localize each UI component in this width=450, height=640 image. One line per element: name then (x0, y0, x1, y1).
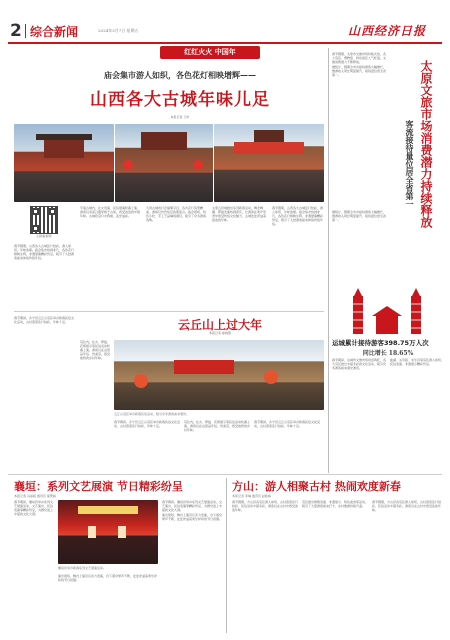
mid-headline: 云丘山上过大年 (177, 318, 262, 332)
mid-byline: 本报记者 崔晓霞 (209, 331, 231, 335)
side-stat-title: 运城累计接待游客398.75万人次 (332, 339, 429, 347)
br-col-2 (302, 500, 368, 630)
br-col-1 (232, 500, 298, 630)
bl-col-2 (58, 574, 158, 630)
side-col-2 (332, 210, 388, 280)
side-stat-paragraph: 盐湖、关帝庙、永乐宫等景区游人如织，民俗表演、非遗展示精彩纷呈。 (390, 358, 444, 366)
mid-paragraph: 春节期间，乡宁县云丘山景区举办新春民俗文化活动，古村落里张灯结彩，年味十足。 (114, 420, 180, 428)
lead-paragraph: 大同古城的灯会璀璨夺目，各式花灯造型精美，游客们纷纷驻足拍照留念。庙会现场，特色小吃、手工艺品琳琅满目，吸引了众多游客选购。 (146, 206, 207, 222)
lead-col-5 (272, 206, 324, 308)
header-rule (8, 42, 442, 44)
br-byline: 本报记者 李琳 通讯员 赵艳梅 (232, 494, 271, 498)
side-paragraph: 据统计，假期全市共接待游客大幅增长，旅游收入同比明显提升，接待量位居全省第一。 (332, 65, 387, 77)
side-divider (328, 48, 329, 473)
page-number: 2 (10, 21, 22, 41)
lead-kicker: 庙会集市游人如织，各色花灯相映增辉—— (104, 70, 256, 80)
pagoda-illustration (336, 286, 440, 336)
banner-text: 红红火火 中国年 (184, 48, 236, 56)
lead-col-3 (146, 206, 208, 308)
banner (160, 46, 260, 59)
qr-code[interactable] (30, 206, 58, 234)
mid-col-3 (114, 420, 180, 470)
mid-paragraph: 景区内，社火、锣鼓、花馍展示等民俗活动轮番上演，游客们在这里品年俗、赏美景，感受独特的乡村年味。 (80, 340, 110, 360)
masthead-logo: 山西经济日报 (348, 24, 427, 38)
bl-col-1 (14, 500, 54, 630)
mid-paragraph: 春节期间，乡宁县云丘山景区举办新春民俗文化活动，古村落里张灯结彩，年味十足。 (14, 316, 75, 324)
br-paragraph: 景区推出秧歌表演、非遗展示、特色美食等活动，吸引了大量游客前来打卡，乡村旅游持续升温。 (302, 500, 368, 508)
lead-col-2 (80, 206, 142, 308)
bl-caption: 襄垣县举办新春系列文艺展演活动。 (58, 566, 107, 570)
lead-paragraph: 春节假期，山西各大古城张灯结彩，游人如织，年味浓郁。庙会集市热闹非凡，各色花灯相映生辉，非遗展演精彩纷呈，吸引了大批游客前来体验传统年俗。 (14, 244, 75, 260)
br-paragraph: 春节假期，方山县各景区游人如织，古村落里张灯结彩，民俗活动丰富多彩，游客们在古村中感受浓浓年味。 (372, 500, 442, 512)
br-paragraph: 春节假期，方山县各景区游人如织，古村落里张灯结彩，民俗活动丰富多彩，游客们在古村中感受浓浓年味。 (232, 500, 298, 512)
bl-photo (58, 500, 158, 564)
date-line: 2024年3月7日 星期五 (98, 28, 139, 33)
mid-paragraph: 景区内，社火、锣鼓、花馍展示等民俗活动轮番上演，游客们在这里品年俗、赏美景，感受独特的乡村年味。 (184, 420, 250, 432)
side-stat-col-2 (390, 358, 444, 470)
lead-col-1 (14, 244, 76, 308)
bottom-divider (226, 478, 227, 633)
lead-paragraph: 平遥古城内，社火表演、民俗展演轮番上演，游客们身着汉服穿梭于古街，感受浓浓的中国年味。古城夜景灯火辉煌，流光溢彩。 (80, 206, 141, 218)
side-stat-col-1 (332, 358, 386, 470)
section-divider-mid (14, 311, 324, 312)
side-headline: 太原文旅市场消费潜力持续释放 (419, 60, 433, 228)
bl-byline: 本报记者 冯丽娟 通讯员 郝慧娟 (14, 494, 56, 498)
mid-col-5 (254, 420, 324, 470)
mid-col-4 (184, 420, 250, 470)
mid-photo (114, 340, 324, 410)
side-stat-sub: 同比增长 18.65% (362, 350, 414, 357)
page-header (8, 20, 442, 42)
lead-col-4 (212, 206, 268, 308)
bl-paragraph: 演出现场，舞台上演员们卖力表演，台下观众掌声不断，处处洋溢着欢乐祥和的节日氛围。 (162, 513, 222, 521)
br-col-3 (372, 500, 442, 630)
side-stat-paragraph: 春节期间，运城市文旅市场供需两旺，各大景区推出丰富多彩的文化活动，吸引众多游客前来观光游览。 (332, 358, 386, 370)
section-divider-bottom (8, 474, 442, 475)
bl-paragraph: 春节期间，襄垣县举办系列文艺展演活动，文艺演出、民俗表演等精彩纷呈，为群众送上丰富的文化大餐。 (162, 500, 222, 512)
side-paragraph: 据统计，假期全市共接待游客大幅增长，旅游收入同比明显提升，接待量位居全省第一。 (332, 210, 387, 222)
bl-paragraph: 演出现场，舞台上演员们卖力表演，台下观众掌声不断，处处洋溢着欢乐祥和的节日氛围。 (58, 574, 158, 582)
lead-photo-2 (115, 124, 213, 202)
bl-paragraph: 春节期间，襄垣县举办系列文艺展演活动，文艺演出、民俗表演等精彩纷呈，为群众送上丰富的文化大餐。 (14, 500, 54, 516)
mid-left-col-2 (80, 340, 110, 466)
lead-paragraph: 春节假期，山西各大古城张灯结彩，游人如织，年味浓郁。庙会集市热闹非凡，各色花灯相映生辉，非遗展演精彩纷呈，吸引了大批游客前来体验传统年俗。 (272, 206, 324, 226)
side-subhead: 客流接待量位居全省第一 (405, 120, 415, 208)
mid-left-col-1 (14, 316, 76, 466)
lead-photo-3 (214, 124, 324, 202)
side-paragraph: 春节假期，太原市文旅市场持续火热，各大景区、博物馆、特色街区人气旺盛，文旅消费潜力不断释放。 (332, 52, 387, 64)
bl-col-3 (162, 500, 222, 630)
section-divider (25, 24, 26, 38)
lead-photo-1 (14, 124, 114, 202)
br-headline: 方山：游人相聚古村 热闹欢度新春 (232, 480, 401, 493)
lead-byline: 本报记者 王昕 (170, 115, 190, 119)
bl-headline: 襄垣：系列文艺展演 节日精彩纷呈 (14, 480, 183, 493)
mid-caption: 云丘山景区举办新春民俗活动，吸引众多游客前来观赏。 (114, 412, 190, 416)
mid-paragraph: 春节期间，乡宁县云丘山景区举办新春民俗文化活动，古村落里张灯结彩，年味十足。 (254, 420, 321, 428)
lead-headline: 山西各大古城年味儿足 (90, 90, 270, 110)
lead-paragraph: 太原古县城推出系列新春活动，舞龙舞狮、锣鼓表演热闹喜庆，让游客在欢声笑语中感受传统文化魅力，古城处处洋溢着浓浓的年味。 (212, 206, 267, 222)
section-name: 综合新闻 (30, 25, 79, 39)
qr-caption: 扫码看视频 (36, 234, 52, 238)
